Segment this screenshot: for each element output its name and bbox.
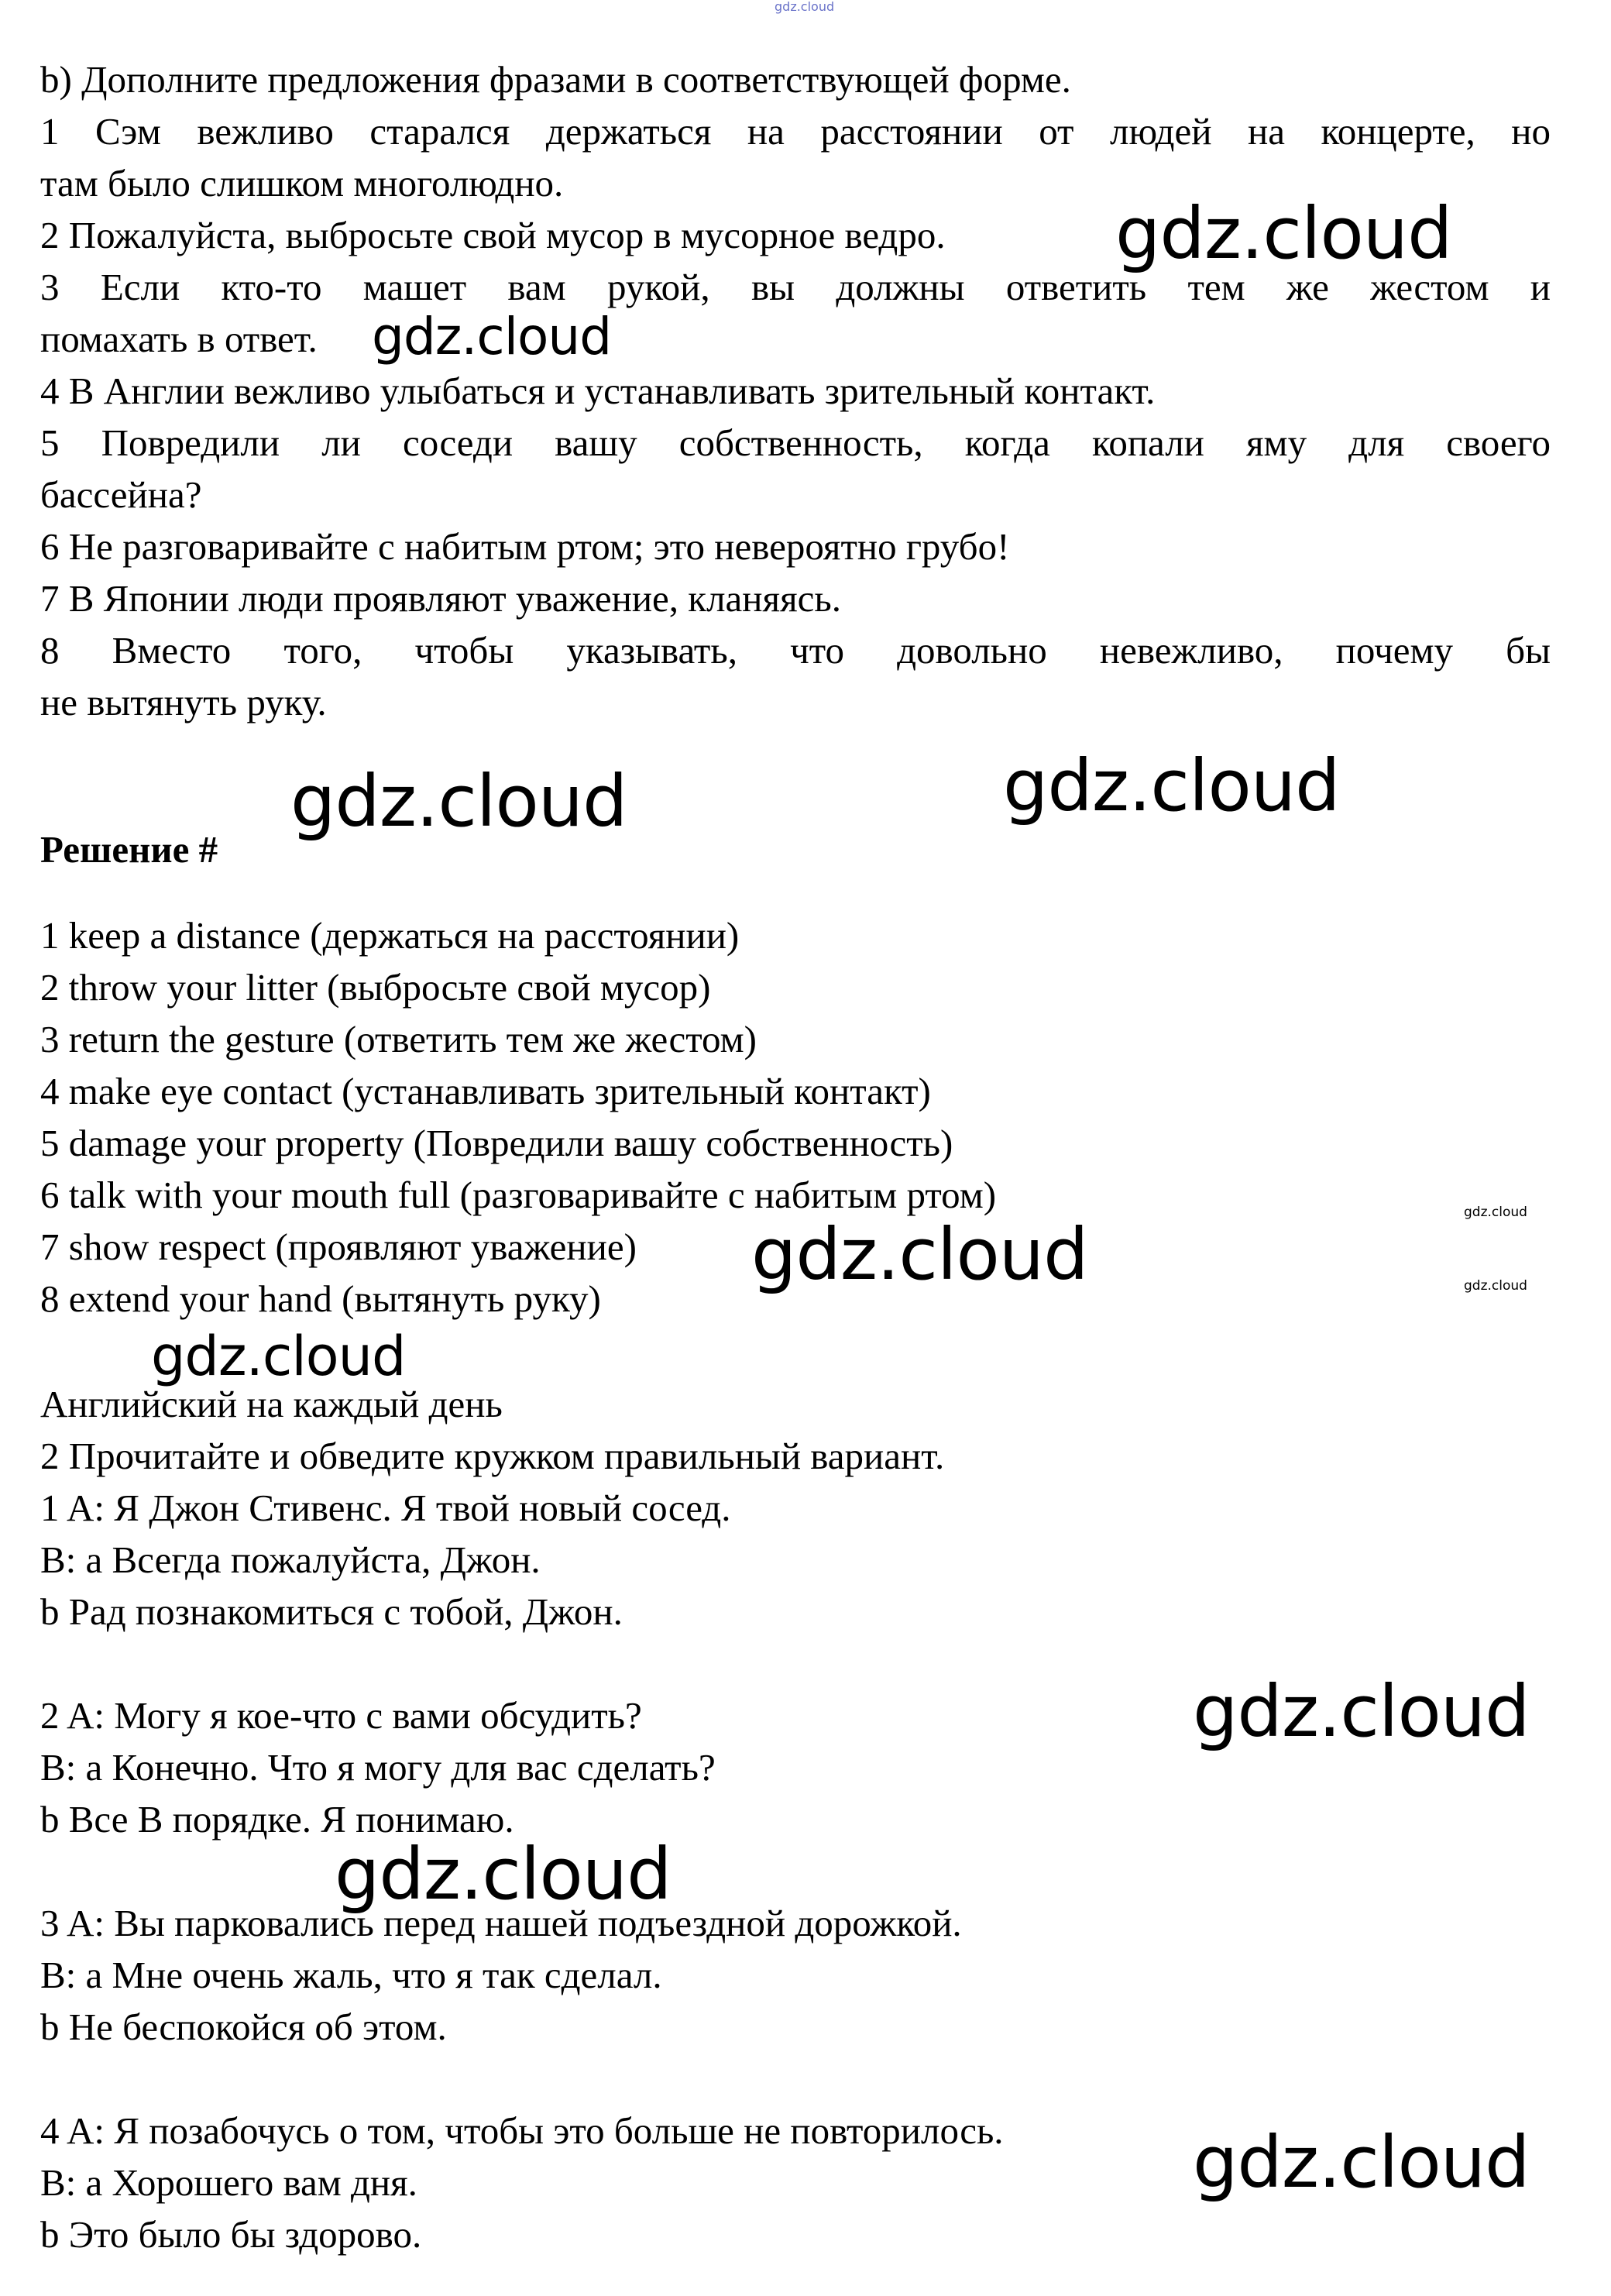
solution-heading: Решение # <box>40 828 218 871</box>
sentence-8-line-1: 8 Вместо того, чтобы указывать, что довольно невежливо, почему бы <box>40 629 1551 672</box>
dialog-2-b: B: a Конечно. Что я могу для вас сделать? <box>40 1746 716 1789</box>
sentence-5-line-2: бассейна? <box>40 473 202 516</box>
dialog-2-c: b Все В порядке. Я понимаю. <box>40 1798 514 1841</box>
watermark: gdz.cloud <box>1003 744 1340 827</box>
dialog-4-a: 4 A: Я позабочусь о том, чтобы это больше не повторилось. <box>40 2109 1004 2152</box>
everyday-title: Английский на каждый день <box>40 1383 503 1425</box>
sentence-6: 6 Не разговаривайте с набитым ртом; это невероятно грубо! <box>40 525 1010 568</box>
watermark: gdz.cloud <box>335 1833 672 1916</box>
page-top-watermark: gdz.cloud <box>775 0 835 14</box>
everyday-instruction: 2 Прочитайте и обведите кружком правильный вариант. <box>40 1435 945 1477</box>
watermark: gdz.cloud <box>1464 1278 1527 1294</box>
watermark: gdz.cloud <box>151 1325 406 1388</box>
sentence-7: 7 В Японии люди проявляют уважение, кланяясь. <box>40 577 841 620</box>
dialog-4-c: b Это было бы здорово. <box>40 2213 422 2256</box>
sentence-8-line-2: не вытянуть руку. <box>40 681 327 724</box>
dialog-2-a: 2 A: Могу я кое-что с вами обсудить? <box>40 1694 642 1737</box>
watermark: gdz.cloud <box>1115 192 1452 275</box>
sentence-3-line-2: помахать в ответ. <box>40 318 318 360</box>
sentence-5-line-1: 5 Повредили ли соседи вашу собственность, когда копали яму для своего <box>40 421 1551 464</box>
watermark: gdz.cloud <box>372 307 612 366</box>
answer-8: 8 extend your hand (вытянуть руку) <box>40 1277 601 1320</box>
watermark: gdz.cloud <box>1193 2121 1530 2204</box>
dialog-1-b: B: a Всегда пожалуйста, Джон. <box>40 1538 541 1581</box>
sentence-1-line-2: там было слишком многолюдно. <box>40 162 564 205</box>
sentence-3-line-1: 3 Если кто-то машет вам рукой, вы должны ответить тем же жестом и <box>40 266 1551 308</box>
answer-3: 3 return the gesture (ответить тем же жестом) <box>40 1018 757 1060</box>
answer-2: 2 throw your litter (выбросьте свой мусор) <box>40 966 711 1009</box>
dialog-3-a: 3 A: Вы парковались перед нашей подъездной дорожкой. <box>40 1902 962 1944</box>
answer-5: 5 damage your property (Повредили вашу собственность) <box>40 1122 953 1164</box>
sentence-4: 4 В Англии вежливо улыбаться и устанавливать зрительный контакт. <box>40 369 1156 412</box>
watermark: gdz.cloud <box>290 760 627 843</box>
answer-1: 1 keep a distance (держаться на расстоянии) <box>40 914 740 957</box>
watermark: gdz.cloud <box>1193 1670 1530 1753</box>
answer-7: 7 show respect (проявляют уважение) <box>40 1225 637 1268</box>
dialog-3-c: b Не беспокойся об этом. <box>40 2006 447 2048</box>
dialog-3-b: B: a Мне очень жаль, что я так сделал. <box>40 1954 662 1996</box>
sentence-1-line-1: 1 Сэм вежливо старался держаться на расстоянии от людей на концерте, но <box>40 110 1551 153</box>
watermark: gdz.cloud <box>1464 1205 1527 1220</box>
dialog-1-a: 1 A: Я Джон Стивенс. Я твой новый сосед. <box>40 1487 731 1529</box>
watermark: gdz.cloud <box>751 1213 1088 1296</box>
answer-4: 4 make eye contact (устанавливать зрительный контакт) <box>40 1070 931 1112</box>
answer-6: 6 talk with your mouth full (разговаривайте с набитым ртом) <box>40 1174 997 1216</box>
dialog-1-c: b Рад познакомиться с тобой, Джон. <box>40 1590 623 1633</box>
dialog-4-b: B: a Хорошего вам дня. <box>40 2161 417 2204</box>
sentence-2: 2 Пожалуйста, выбросьте свой мусор в мусорное ведро. <box>40 214 946 256</box>
task-b-instruction: b) Дополните предложения фразами в соответствующей форме. <box>40 58 1071 101</box>
